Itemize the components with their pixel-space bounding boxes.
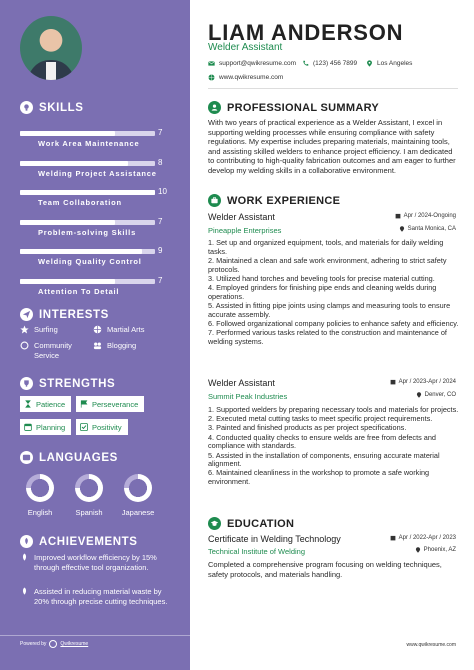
languages-heading: LANGUAGES: [20, 451, 118, 464]
header-divider: [208, 88, 458, 89]
calendar-icon: [24, 423, 32, 431]
sidebar-divider: [0, 635, 190, 636]
location-pin-icon: [416, 392, 422, 398]
people-icon: [20, 341, 29, 350]
experience-heading: WORK EXPERIENCE: [208, 194, 340, 207]
graduation-cap-icon: [208, 517, 221, 530]
bullet-item: 5. Assisted in the installation of components, ensuring accurate material alignment.: [208, 450, 440, 469]
lightbulb-icon: [20, 101, 33, 114]
bullet-item: 3. Utilized hand torches and beveling tools for precise material cutting.: [208, 273, 435, 283]
job-bullets: [208, 406, 460, 487]
qwikresume-logo-icon: [49, 640, 57, 648]
calendar-icon: [390, 379, 396, 385]
bullet-item: 7. Performed various tasks related to the construction and maintenance of welding systems.: [208, 328, 447, 346]
skill-bar: [20, 161, 155, 166]
flag-icon: [80, 400, 88, 408]
school-name: Technical Institute of Welding: [208, 547, 305, 556]
bullet-item: 4. Employed grinders for finishing pipe ends and cleaning welds during operations.: [208, 283, 437, 301]
main-content: [190, 0, 474, 670]
rocket-icon: [20, 587, 29, 596]
language-donut: [124, 474, 152, 502]
paper-plane-icon: [20, 308, 33, 321]
skills-heading: SKILLS: [20, 101, 84, 114]
strength-tag: Patience: [20, 396, 71, 412]
rocket-icon: [20, 553, 29, 562]
candidate-role: Welder Assistant: [208, 42, 283, 53]
education-heading: EDUCATION: [208, 517, 294, 530]
contact-website[interactable]: www.qwikresume.com: [208, 74, 283, 81]
globe-icon: [93, 325, 102, 334]
achievement-item: Assisted in reducing material waste by 20% through precise cutting techniques.: [20, 587, 175, 606]
bullet-item: 1. Supported welders by preparing necessary tools and materials for projects.: [208, 405, 459, 414]
bullet-item: 2. Executed metal cutting tasks to meet specific project requirements.: [208, 414, 433, 424]
school-location: Phoenix, AZ: [415, 547, 456, 553]
strengths-heading: STRENGTHS: [20, 377, 115, 390]
degree-title: Certificate in Welding Technology: [208, 534, 341, 544]
brand-link[interactable]: Qwikresume: [60, 641, 89, 647]
candidate-name: LIAM ANDERSON: [208, 20, 404, 45]
hourglass-icon: [24, 400, 32, 408]
language-item: English: [23, 474, 57, 517]
email-icon: [208, 60, 215, 67]
job-dates: Apr / 2023-Apr / 2024: [390, 379, 456, 385]
language-item: Spanish: [72, 474, 106, 517]
briefcase-icon: [208, 194, 221, 207]
bullet-item: 6. Followed organizational company policies to enhance safety and efficiency.: [208, 318, 459, 328]
bullet-item: 2. Maintained a clean and safe work environment, adhering to strict safety protocols.: [208, 255, 447, 274]
location-pin-icon: [415, 547, 421, 553]
achievements-heading: ACHIEVEMENTS: [20, 535, 138, 548]
summary-heading: PROFESSIONAL SUMMARY: [208, 101, 379, 114]
skill-bar: [20, 220, 155, 225]
bullet-item: 1. Set up and organized equipment, tools, and materials for daily welding tasks.: [208, 238, 444, 256]
job-location: Denver, CO: [416, 392, 456, 398]
job-location: Santa Monica, CA: [399, 226, 456, 232]
star-icon: [20, 325, 29, 334]
calendar-icon: [395, 213, 401, 219]
powered-by: Powered by Qwikresume: [20, 641, 89, 647]
language-icon: [20, 451, 33, 464]
location-pin-icon: [399, 226, 405, 232]
bullet-item: 3. Painted and finished products as per project specifications.: [208, 423, 407, 433]
skill-bar: [20, 190, 155, 195]
strength-tag: Perseverance: [76, 396, 144, 412]
skill-bar: [20, 279, 155, 284]
globe-icon: [208, 74, 215, 81]
bullet-item: 5. Assisted in fitting pipe joints using clamps and measuring tools to ensure accurate assembly.: [208, 300, 451, 319]
group-icon: [93, 341, 102, 350]
interest-item: Community Service: [20, 341, 85, 361]
bullet-item: 4. Conducted quality checks to ensure welds are free from defects and compliance with standards.: [208, 432, 436, 451]
language-donut: [75, 474, 103, 502]
summary-text: With two years of practical experience as a Welder Assistant, I excel in supporting welding processes while ensuring compliance with safety regulations. My expertise includes preparing materials, maintaining tools, and assisting skilled welders to enhance project efficiency. I am dedicated to contributing to high-quality fabrication outcomes and am eager to further develop my welding skills in a collaborative environment.: [208, 118, 456, 175]
company-name: Pineapple Enterprises: [208, 226, 282, 235]
skill-bar: [20, 249, 155, 254]
job-title: Welder Assistant: [208, 378, 275, 388]
job-title: Welder Assistant: [208, 212, 275, 222]
contact-location: Los Angeles: [366, 60, 412, 67]
achievement-item: Improved workflow efficiency by 15% through effective tool organization.: [20, 553, 175, 572]
interest-item: Surfing: [20, 325, 58, 335]
location-pin-icon: [366, 60, 373, 67]
calendar-icon: [390, 535, 396, 541]
phone-icon: [302, 60, 309, 67]
interest-item: Blogging: [93, 341, 136, 351]
trophy-icon: [20, 377, 33, 390]
strength-tag: Positivity: [76, 419, 128, 435]
sidebar: SKILLS Work Area Maintenance 7 Welding Project Assistance 8 Team Collaboration 10 Problem-solving Skills 7 Welding Quality Control 9 Attention To Detail 7 INTERESTS Surfing Martial Arts Community Service Blogging STRENGTHS Patience Perseverance Planning Positivity LANGUAGES English Spanish Japanese ACHIEVEMENTS Improved workflow efficiency by 15% through effective tool organization. Assisted in reducing material waste by 20% through precise cutting techniques. Powered by Qwikresume: [0, 0, 190, 670]
education-dates: Apr / 2022-Apr / 2023: [390, 535, 456, 541]
job-dates: Apr / 2024-Ongoing: [395, 213, 456, 219]
education-text: Completed a comprehensive program focusing on welding techniques, safety protocols, and materials handling.: [208, 560, 442, 579]
strength-tag: Planning: [20, 419, 71, 435]
contact-phone[interactable]: (123) 456 7899: [302, 60, 357, 67]
language-item: Japanese: [121, 474, 155, 517]
footer-url[interactable]: www.qwikresume.com: [406, 642, 456, 648]
rocket-icon: [20, 535, 33, 548]
profile-photo: [20, 16, 82, 80]
skill-bar: [20, 131, 155, 136]
check-icon: [80, 423, 88, 431]
interest-item: Martial Arts: [93, 325, 145, 335]
user-icon: [208, 101, 221, 114]
interests-heading: INTERESTS: [20, 308, 109, 321]
job-bullets: [208, 239, 460, 347]
language-donut: [26, 474, 54, 502]
contact-email[interactable]: support@qwikresume.com: [208, 60, 296, 67]
company-name: Summit Peak Industries: [208, 392, 288, 401]
bullet-item: 6. Maintained cleanliness in the workshop to promote a safe working environment.: [208, 468, 430, 487]
